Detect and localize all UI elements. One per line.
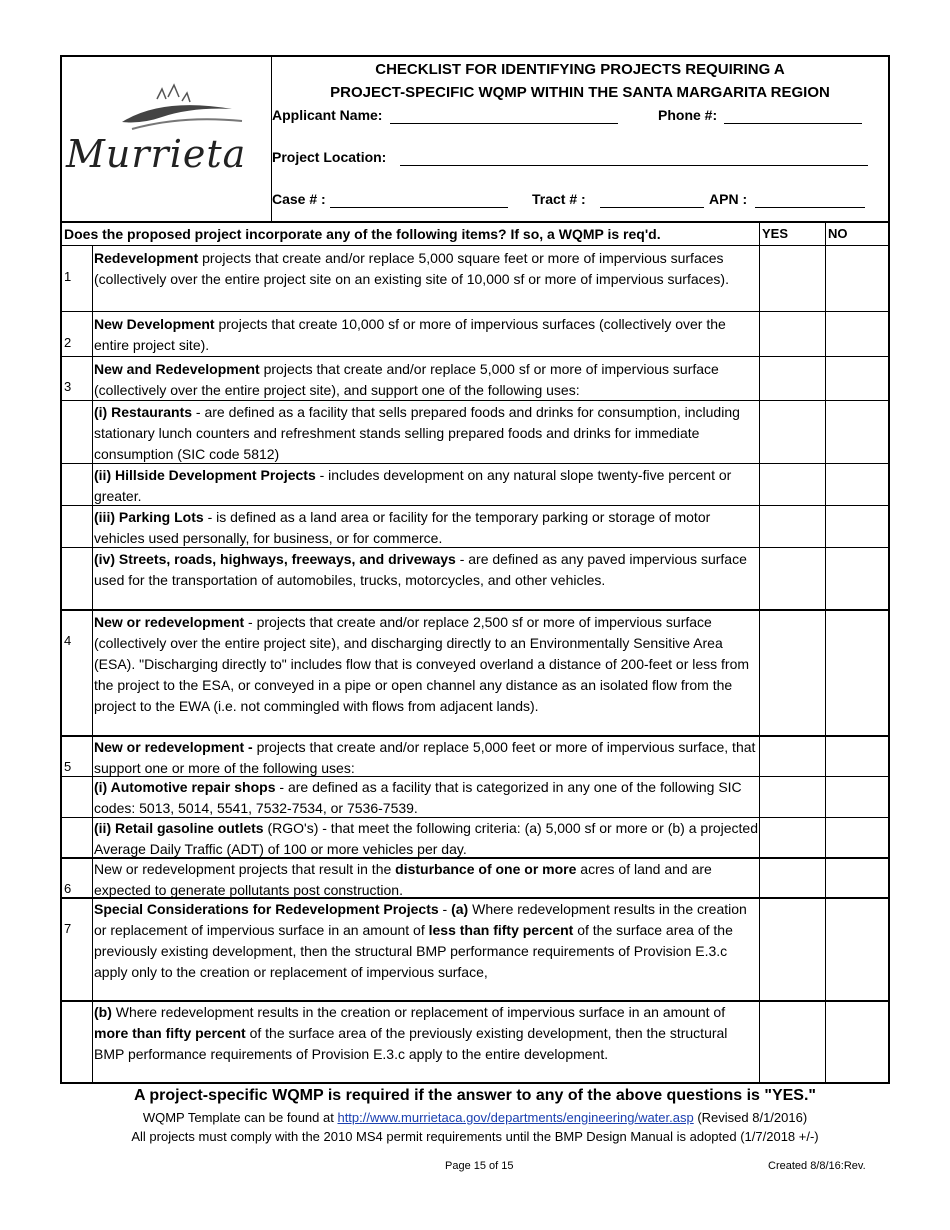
item-number: 5 <box>64 759 72 774</box>
item-text: Redevelopment projects that create and/or replace 5,000 square feet or more of impervious surfaces (collectively over the entire project site on an existing site of 10,000 sf or more of impervious surfaces). <box>94 250 729 287</box>
yes-checkbox[interactable] <box>760 818 825 857</box>
checklist-row-4 <box>62 611 888 737</box>
item-text: (i) Automotive repair shops - are defined as a facility that is categorized in any one of the following SIC codes: 5013, 5014, 5541, 7532-7534, or 7536-7539. <box>94 779 742 816</box>
city-logo-icon <box>102 77 252 137</box>
item-text: New or redevelopment - projects that create and/or replace 2,500 sf or more of impervious surface (collectively over the entire project site), and discharging directly to an Environmentally Sensitive Area (ESA). "Discharging directly to" includes flow that is conveyed overland a distance of 200-feet or less from the project to the ESA, or conveyed in a pipe or open channel any distance as an isolated flow from the project to the EWA (i.e. not commingled with flows from adjacent lands). <box>94 614 750 714</box>
yes-checkbox[interactable] <box>760 246 825 311</box>
yes-checkbox[interactable] <box>760 401 825 463</box>
no-checkbox[interactable] <box>826 777 888 817</box>
item-number: 4 <box>64 633 72 648</box>
form-header <box>62 57 888 223</box>
item-text: (i) Restaurants - are defined as a facility that sells prepared foods and drinks for consumption, including stationary lunch counters and refreshment stands selling prepared foods and drinks for immediate consumption (SIC code 5812) <box>94 404 740 462</box>
no-checkbox[interactable] <box>826 899 888 1000</box>
item-text: New or redevelopment projects that result in the disturbance of one or more acres of land and are expected to generate pollutants post construction. <box>94 861 712 898</box>
checklist-row-5-i <box>62 777 888 818</box>
checklist-row-7-b <box>62 1002 888 1082</box>
checklist-row-6 <box>62 859 888 899</box>
yes-checkbox[interactable] <box>760 506 825 547</box>
checklist-row-3-i <box>62 401 888 464</box>
item-text: New Development projects that create 10,000 sf or more of impervious surfaces (collectively over the entire project site). <box>94 316 726 353</box>
no-checkbox[interactable] <box>826 1002 888 1082</box>
form-title-line1: CHECKLIST FOR IDENTIFYING PROJECTS REQUIRING A <box>375 61 785 78</box>
item-text: Special Considerations for Redevelopment Projects - (a) Where redevelopment results in the creation or replacement of impervious surface in an amount of less than fifty percent of the surface area of the previously existing development, then the structural BMP performance requirements of Provision E.3.c apply only to the creation or replacement of impervious surface, <box>94 901 747 980</box>
checklist-row-5-ii <box>62 818 888 859</box>
template-link[interactable]: http://www.murrietaca.gov/departments/engineering/water.asp <box>337 1110 694 1125</box>
applicant-name-field[interactable] <box>390 123 618 124</box>
yes-checkbox[interactable] <box>760 737 825 776</box>
item-text: (iv) Streets, roads, highways, freeways, and driveways - are defined as any paved impervious surface used for the transportation of automobiles, trucks, motorcycles, and other vehicles. <box>94 551 747 588</box>
phone-field[interactable] <box>724 123 862 124</box>
case-field[interactable] <box>330 207 508 208</box>
item-number: 3 <box>64 379 72 394</box>
template-note: WQMP Template can be found at http://www.murrietaca.gov/departments/engineering/water.asp (Revised 8/1/2016) <box>142 1110 808 1125</box>
no-checkbox[interactable] <box>826 859 888 897</box>
yes-checkbox[interactable] <box>760 464 825 505</box>
no-checkbox[interactable] <box>826 464 888 505</box>
yes-checkbox[interactable] <box>760 548 825 609</box>
checklist-row-3-iv <box>62 548 888 611</box>
question-header <box>62 223 888 246</box>
apn-label: APN : <box>709 191 748 207</box>
item-number: 1 <box>64 269 72 284</box>
question-text: Does the proposed project incorporate any of the following items? If so, a WQMP is req'd. <box>64 226 661 242</box>
no-checkbox[interactable] <box>826 401 888 463</box>
yes-checkbox[interactable] <box>760 357 825 400</box>
yes-checkbox[interactable] <box>760 1002 825 1082</box>
no-checkbox[interactable] <box>826 246 888 311</box>
phone-label: Phone #: <box>658 107 718 123</box>
yes-column-header: YES <box>762 226 789 241</box>
applicant-name-label: Applicant Name: <box>272 107 383 123</box>
item-text: New and Redevelopment projects that create and/or replace 5,000 sf or more of impervious surface (collectively over the entire project site), and support one of the following uses: <box>94 361 719 398</box>
item-number: 7 <box>64 921 72 936</box>
item-text: (ii) Hillside Development Projects - includes development on any natural slope twenty-five percent or greater. <box>94 467 732 504</box>
item-text: New or redevelopment - projects that create and/or replace 5,000 feet or more of impervious surface, that support one or more of the following uses: <box>94 739 756 776</box>
checklist-row-5 <box>62 737 888 777</box>
checklist-row-7 <box>62 899 888 1002</box>
checklist-row-1 <box>62 246 888 312</box>
project-location-field[interactable] <box>400 165 868 166</box>
yes-checkbox[interactable] <box>760 611 825 735</box>
form-title-line2: PROJECT-SPECIFIC WQMP WITHIN THE SANTA MARGARITA REGION <box>330 84 830 101</box>
item-text: (b) Where redevelopment results in the creation or replacement of impervious surface in an amount of more than fifty percent of the surface area of the previously existing development, then the structural BMP performance requirements of Provision E.3.c apply to the entire development. <box>94 1004 728 1062</box>
checklist-row-3 <box>62 357 888 401</box>
yes-checkbox[interactable] <box>760 777 825 817</box>
item-number: 2 <box>64 335 72 350</box>
item-text: (ii) Retail gasoline outlets (RGO's) - that meet the following criteria: (a) 5,000 sf or more or (b) a projected Average Daily Traffic (ADT) of 100 or more vehicles per day. <box>94 820 759 857</box>
checklist-row-2 <box>62 312 888 357</box>
page-number: Page 15 of 15 <box>445 1160 514 1172</box>
project-location-label: Project Location: <box>272 149 387 165</box>
checklist-form <box>60 55 890 1084</box>
apn-field[interactable] <box>755 207 865 208</box>
no-checkbox[interactable] <box>826 818 888 857</box>
case-label: Case # : <box>272 191 326 207</box>
no-column-header: NO <box>828 226 848 241</box>
logo-cell <box>62 57 272 221</box>
no-checkbox[interactable] <box>826 506 888 547</box>
checklist-row-3-iii <box>62 506 888 548</box>
no-checkbox[interactable] <box>826 611 888 735</box>
tract-label: Tract # : <box>532 191 586 207</box>
logo-wordmark: Murrieta <box>66 132 247 176</box>
created-date: Created 8/8/16:Rev. <box>768 1160 866 1172</box>
checklist-row-3-ii <box>62 464 888 506</box>
item-number: 6 <box>64 881 72 896</box>
header-info <box>272 57 888 221</box>
no-checkbox[interactable] <box>826 312 888 356</box>
yes-checkbox[interactable] <box>760 312 825 356</box>
item-text: (iii) Parking Lots - is defined as a land area or facility for the temporary parking or storage of motor vehicles used personally, for business, or for commerce. <box>94 509 711 546</box>
no-checkbox[interactable] <box>826 737 888 776</box>
no-checkbox[interactable] <box>826 548 888 609</box>
yes-checkbox[interactable] <box>760 899 825 1000</box>
requirement-note: A project-specific WQMP is required if the answer to any of the above questions is "YES." <box>134 1087 816 1104</box>
permit-note: All projects must comply with the 2010 MS4 permit requirements until the BMP Design Manual is adopted (1/7/2018 +/-) <box>131 1129 819 1144</box>
yes-checkbox[interactable] <box>760 859 825 897</box>
tract-field[interactable] <box>600 207 704 208</box>
no-checkbox[interactable] <box>826 357 888 400</box>
